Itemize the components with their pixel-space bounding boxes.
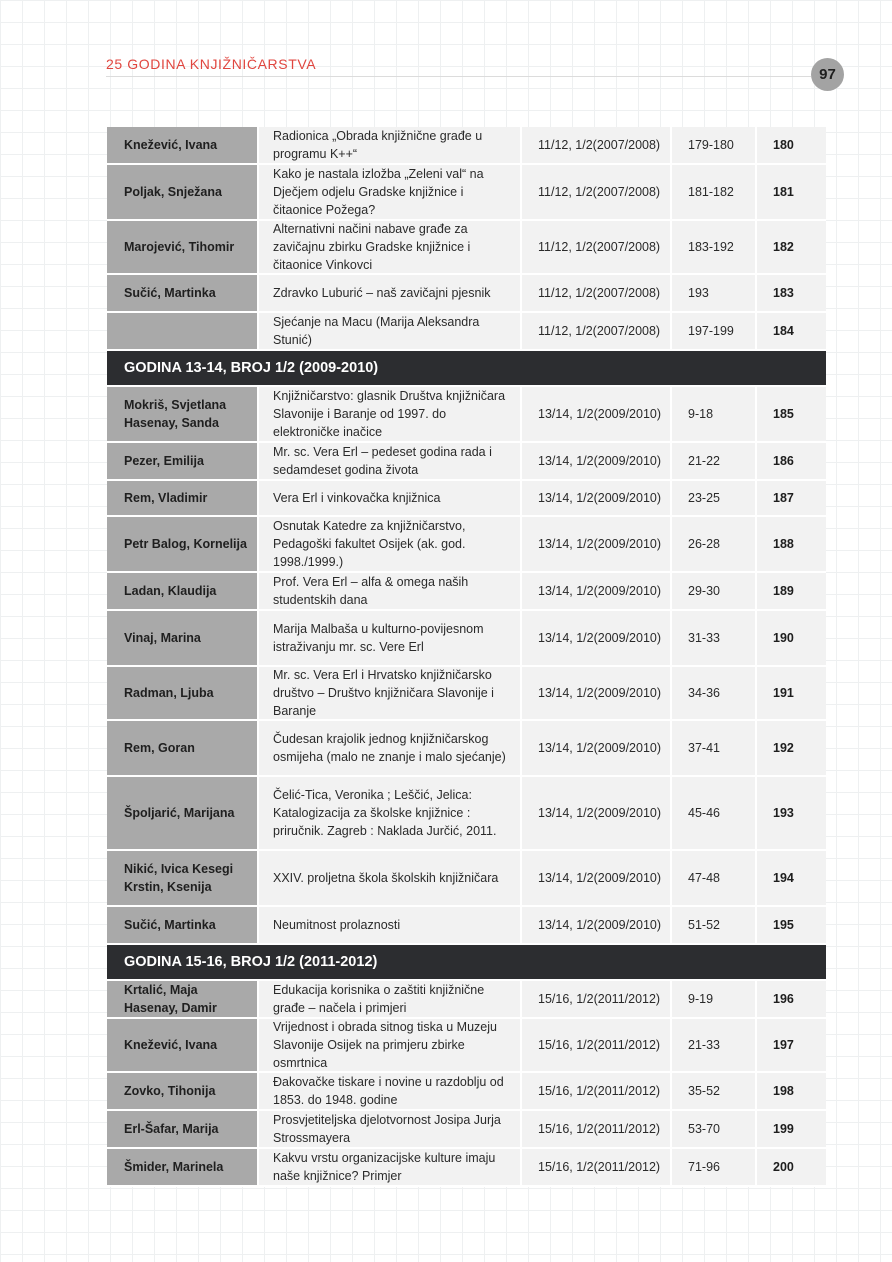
title-cell: Radionica „Obrada knjižnične građe u programu K++“ xyxy=(257,127,520,163)
entry-number-cell: 199 xyxy=(755,1111,826,1147)
table-row xyxy=(107,127,826,165)
table-row xyxy=(107,1149,826,1187)
title-cell: XXIV. proljetna škola školskih knjižničara xyxy=(257,851,520,905)
table-block-2007-2008 xyxy=(107,127,826,351)
entry-number-cell: 187 xyxy=(755,481,826,515)
author-cell: Knežević, Ivana xyxy=(107,1019,257,1071)
header-divider xyxy=(106,76,811,77)
title-cell: Marija Malbaša u kulturno-povijesnom istraživanju mr. sc. Vere Erl xyxy=(257,611,520,665)
pages-cell: 53-70 xyxy=(670,1111,755,1147)
author-cell: Vinaj, Marina xyxy=(107,611,257,665)
issue-cell: 15/16, 1/2(2011/2012) xyxy=(520,1111,670,1147)
issue-cell: 11/12, 1/2(2007/2008) xyxy=(520,313,670,349)
table-row xyxy=(107,1019,826,1073)
pages-cell: 179-180 xyxy=(670,127,755,163)
table-row xyxy=(107,907,826,945)
entry-number-cell: 198 xyxy=(755,1073,826,1109)
pages-cell: 26-28 xyxy=(670,517,755,571)
pages-cell: 71-96 xyxy=(670,1149,755,1185)
table-row xyxy=(107,221,826,275)
pages-cell: 35-52 xyxy=(670,1073,755,1109)
entry-number-cell: 180 xyxy=(755,127,826,163)
pages-cell: 183-192 xyxy=(670,221,755,273)
table-row xyxy=(107,1111,826,1149)
table-row xyxy=(107,1073,826,1111)
entry-number-cell: 194 xyxy=(755,851,826,905)
issue-cell: 15/16, 1/2(2011/2012) xyxy=(520,1019,670,1071)
author-cell: Ladan, Klaudija xyxy=(107,573,257,609)
issue-cell: 13/14, 1/2(2009/2010) xyxy=(520,387,670,441)
author-cell: Mokriš, Svjetlana Hasenay, Sanda xyxy=(107,387,257,441)
title-cell: Mr. sc. Vera Erl – pedeset godina rada i sedamdeset godina života xyxy=(257,443,520,479)
author-cell: Špoljarić, Marijana xyxy=(107,777,257,849)
pages-cell: 197-199 xyxy=(670,313,755,349)
table-row xyxy=(107,165,826,221)
title-cell: Đakovačke tiskare i novine u razdoblju od 1853. do 1948. godine xyxy=(257,1073,520,1109)
entry-number-cell: 189 xyxy=(755,573,826,609)
issue-cell: 13/14, 1/2(2009/2010) xyxy=(520,907,670,943)
title-cell: Neumitnost prolaznosti xyxy=(257,907,520,943)
section-heading-2009-2010: GODINA 13-14, BROJ 1/2 (2009-2010) xyxy=(107,351,826,387)
entry-number-cell: 183 xyxy=(755,275,826,311)
title-cell: Knjižničarstvo: glasnik Društva knjižničara Slavonije i Baranje od 1997. do elektroničke inačice xyxy=(257,387,520,441)
table-row xyxy=(107,517,826,573)
table-row xyxy=(107,573,826,611)
table-row xyxy=(107,777,826,851)
author-cell xyxy=(107,313,257,349)
issue-cell: 13/14, 1/2(2009/2010) xyxy=(520,573,670,609)
issue-cell: 11/12, 1/2(2007/2008) xyxy=(520,275,670,311)
pages-cell: 45-46 xyxy=(670,777,755,849)
pages-cell: 23-25 xyxy=(670,481,755,515)
table-row xyxy=(107,313,826,351)
pages-cell: 9-18 xyxy=(670,387,755,441)
title-cell: Vera Erl i vinkovačka knjižnica xyxy=(257,481,520,515)
table-row xyxy=(107,981,826,1019)
pages-cell: 181-182 xyxy=(670,165,755,219)
issue-cell: 13/14, 1/2(2009/2010) xyxy=(520,777,670,849)
table-row xyxy=(107,611,826,667)
issue-cell: 15/16, 1/2(2011/2012) xyxy=(520,1073,670,1109)
entry-number-cell: 191 xyxy=(755,667,826,719)
title-cell: Edukacija korisnika o zaštiti knjižnične građe – načela i primjeri xyxy=(257,981,520,1017)
entry-number-cell: 181 xyxy=(755,165,826,219)
author-cell: Petr Balog, Kornelija xyxy=(107,517,257,571)
pages-cell: 31-33 xyxy=(670,611,755,665)
title-cell: Kakvu vrstu organizacijske kulture imaju naše knjižnice? Primjer xyxy=(257,1149,520,1185)
table-row xyxy=(107,851,826,907)
entry-number-cell: 186 xyxy=(755,443,826,479)
issue-cell: 13/14, 1/2(2009/2010) xyxy=(520,443,670,479)
pages-cell: 21-33 xyxy=(670,1019,755,1071)
pages-cell: 21-22 xyxy=(670,443,755,479)
issue-cell: 11/12, 1/2(2007/2008) xyxy=(520,127,670,163)
pages-cell: 51-52 xyxy=(670,907,755,943)
running-header-title: 25 GODINA KNJIŽNIČARSTVA xyxy=(106,56,317,72)
section-heading-2011-2012: GODINA 15-16, BROJ 1/2 (2011-2012) xyxy=(107,945,826,981)
author-cell: Nikić, Ivica Kesegi Krstin, Ksenija xyxy=(107,851,257,905)
table-row xyxy=(107,721,826,777)
author-cell: Šmider, Marinela xyxy=(107,1149,257,1185)
bibliography-table xyxy=(107,127,826,1187)
author-cell: Rem, Goran xyxy=(107,721,257,775)
table-row xyxy=(107,387,826,443)
title-cell: Alternativni načini nabave građe za zavičajnu zbirku Gradske knjižnice i čitaonice Vinkovci xyxy=(257,221,520,273)
issue-cell: 13/14, 1/2(2009/2010) xyxy=(520,611,670,665)
entry-number-cell: 190 xyxy=(755,611,826,665)
page-number-badge: 97 xyxy=(811,58,844,91)
entry-number-cell: 197 xyxy=(755,1019,826,1071)
pages-cell: 47-48 xyxy=(670,851,755,905)
pages-cell: 193 xyxy=(670,275,755,311)
issue-cell: 15/16, 1/2(2011/2012) xyxy=(520,981,670,1017)
author-cell: Krtalić, Maja Hasenay, Damir xyxy=(107,981,257,1017)
table-block-2009-2010 xyxy=(107,387,826,945)
issue-cell: 13/14, 1/2(2009/2010) xyxy=(520,721,670,775)
title-cell: Kako je nastala izložba „Zeleni val“ na Dječjem odjelu Gradske knjižnice i čitaonice Požega? xyxy=(257,165,520,219)
entry-number-cell: 193 xyxy=(755,777,826,849)
pages-cell: 34-36 xyxy=(670,667,755,719)
pages-cell: 29-30 xyxy=(670,573,755,609)
author-cell: Poljak, Snježana xyxy=(107,165,257,219)
table-row xyxy=(107,443,826,481)
issue-cell: 11/12, 1/2(2007/2008) xyxy=(520,165,670,219)
title-cell: Prof. Vera Erl – alfa & omega naših studentskih dana xyxy=(257,573,520,609)
entry-number-cell: 192 xyxy=(755,721,826,775)
author-cell: Sučić, Martinka xyxy=(107,275,257,311)
author-cell: Rem, Vladimir xyxy=(107,481,257,515)
author-cell: Knežević, Ivana xyxy=(107,127,257,163)
pages-cell: 9-19 xyxy=(670,981,755,1017)
issue-cell: 11/12, 1/2(2007/2008) xyxy=(520,221,670,273)
title-cell: Mr. sc. Vera Erl i Hrvatsko knjižničarsko društvo – Društvo knjižničara Slavonije i Baranje xyxy=(257,667,520,719)
issue-cell: 13/14, 1/2(2009/2010) xyxy=(520,517,670,571)
author-cell: Erl-Šafar, Marija xyxy=(107,1111,257,1147)
issue-cell: 15/16, 1/2(2011/2012) xyxy=(520,1149,670,1185)
title-cell: Vrijednost i obrada sitnog tiska u Muzeju Slavonije Osijek na primjeru zbirke osmrtnica xyxy=(257,1019,520,1071)
entry-number-cell: 196 xyxy=(755,981,826,1017)
title-cell: Čudesan krajolik jednog knjižničarskog osmijeha (malo ne znanje i malo sjećanje) xyxy=(257,721,520,775)
author-cell: Marojević, Tihomir xyxy=(107,221,257,273)
table-row xyxy=(107,481,826,517)
title-cell: Sjećanje na Macu (Marija Aleksandra Stunić) xyxy=(257,313,520,349)
entry-number-cell: 182 xyxy=(755,221,826,273)
entry-number-cell: 188 xyxy=(755,517,826,571)
entry-number-cell: 195 xyxy=(755,907,826,943)
table-row xyxy=(107,667,826,721)
title-cell: Čelić-Tica, Veronika ; Leščić, Jelica: Katalogizacija za školske knjižnice : priručnik. Zagreb : Naklada Jurčić, 2011. xyxy=(257,777,520,849)
issue-cell: 13/14, 1/2(2009/2010) xyxy=(520,851,670,905)
title-cell: Prosvjetiteljska djelotvornost Josipa Jurja Strossmayera xyxy=(257,1111,520,1147)
table-block-2011-2012 xyxy=(107,981,826,1187)
entry-number-cell: 185 xyxy=(755,387,826,441)
author-cell: Pezer, Emilija xyxy=(107,443,257,479)
entry-number-cell: 184 xyxy=(755,313,826,349)
issue-cell: 13/14, 1/2(2009/2010) xyxy=(520,667,670,719)
title-cell: Zdravko Luburić – naš zavičajni pjesnik xyxy=(257,275,520,311)
author-cell: Zovko, Tihonija xyxy=(107,1073,257,1109)
title-cell: Osnutak Katedre za knjižničarstvo, Pedagoški fakultet Osijek (ak. god. 1998./1999.) xyxy=(257,517,520,571)
entry-number-cell: 200 xyxy=(755,1149,826,1185)
author-cell: Radman, Ljuba xyxy=(107,667,257,719)
author-cell: Sučić, Martinka xyxy=(107,907,257,943)
pages-cell: 37-41 xyxy=(670,721,755,775)
table-row xyxy=(107,275,826,313)
issue-cell: 13/14, 1/2(2009/2010) xyxy=(520,481,670,515)
